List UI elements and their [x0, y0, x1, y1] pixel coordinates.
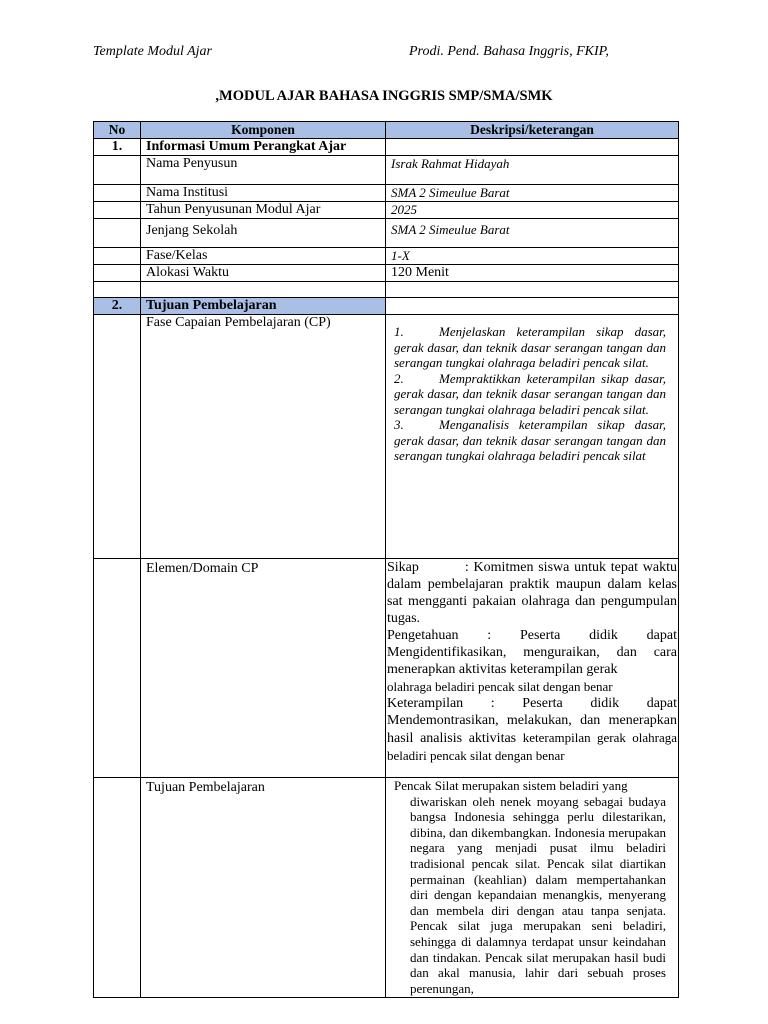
- tujuan-first-line: Pencak Silat merupakan sistem beladiri yang: [394, 778, 628, 793]
- sikap-label: Sikap: [387, 560, 419, 575]
- cp-item: 2. Mempraktikkan keterampilan sikap dasar, gerak dasar, dan teknik dasar serangan tangan dan serangan tungkai olahraga beladiri pencak silat.: [394, 370, 666, 417]
- elemen-row: [94, 559, 679, 778]
- elemen-text: [386, 559, 679, 778]
- header-right: Prodi. Pend. Bahasa Inggris, FKIP,: [409, 44, 609, 59]
- tujuan-text: [386, 778, 679, 998]
- tujuan-label: Tujuan Pembelajaran: [141, 778, 386, 998]
- sikap-text: : Komitmen siswa untuk tepat waktu dalam pembelajaran praktik maupun dalam kelas sat mengganti pakaian olahraga dan pengumpulan tugas.: [387, 560, 677, 626]
- table-row: [94, 219, 679, 248]
- keterampilan-tail: keterampilan gerak olahraga beladiri pencak silat dengan benar: [387, 730, 678, 763]
- alokasi-value: 120 Menit: [386, 265, 679, 282]
- keterampilan-label: Keterampilan :: [387, 696, 495, 711]
- cp-row: [94, 315, 679, 559]
- keterampilan-text: Peserta didik dapat Mendemontrasikan, melakukan, dan menerapkan hasil analisis aktivitas: [387, 696, 678, 746]
- tujuan-row: [94, 778, 679, 998]
- nama-penyusun-label: Nama Penyusun: [141, 156, 386, 185]
- table-row: [94, 248, 679, 265]
- table-header-row: [94, 122, 679, 139]
- section-2-label: Tujuan Pembelajaran: [141, 298, 386, 315]
- section-1-row: [94, 139, 679, 156]
- table-row: [94, 185, 679, 202]
- col-deskripsi-header: Deskripsi/keterangan: [386, 122, 679, 139]
- tahun-label: Tahun Penyusunan Modul Ajar: [141, 202, 386, 219]
- table-row: [94, 156, 679, 185]
- header-left: Template Modul Ajar: [93, 44, 213, 59]
- section-2-no: 2.: [94, 298, 141, 315]
- section-1-label: Informasi Umum Perangkat Ajar: [141, 139, 386, 156]
- cp-label: Fase Capaian Pembelajaran (CP): [141, 315, 386, 559]
- section-1-no: 1.: [94, 139, 141, 156]
- nama-institusi-label: Nama Institusi: [141, 185, 386, 202]
- pengetahuan-tail: olahraga beladiri pencak silat dengan benar: [387, 679, 613, 694]
- jenjang-label: Jenjang Sekolah: [141, 219, 386, 248]
- elemen-label: Elemen/Domain CP: [141, 559, 386, 778]
- empty-row: [94, 282, 679, 298]
- cp-item: 1. Menjelaskan keterampilan sikap dasar, gerak dasar, dan teknik dasar serangan tangan dan serangan tungkai olahraga beladiri pencak silat.: [394, 324, 666, 370]
- fase-value: 1-X: [386, 248, 679, 265]
- document-title: ,MODUL AJAR BAHASA INGGRIS SMP/SMA/SMK: [215, 88, 553, 104]
- nama-penyusun-value: Israk Rahmat Hidayah: [386, 156, 679, 185]
- section-2-row: [94, 298, 679, 315]
- jenjang-value: SMA 2 Simeulue Barat: [386, 219, 679, 248]
- col-komponen-header: Komponen: [141, 122, 386, 139]
- module-table: [93, 121, 679, 998]
- tahun-value: 2025: [386, 202, 679, 219]
- pengetahuan-label: Pengetahuan :: [387, 628, 492, 643]
- table-row: [94, 265, 679, 282]
- nama-institusi-value: SMA 2 Simeulue Barat: [386, 185, 679, 202]
- tujuan-body: diwariskan oleh nenek moyang sebagai budaya bangsa Indonesia sehingga perlu dilestarikan, dibina, dan dikembangkan. Indonesia merupakan negara yang menjadi pusat ilmu beladiri tradisional pencak silat. Pencak silat diartikan permainan (keahlian) dalam mempertahankan diri dengan kepandaian menangkis, menyerang dan membela diri dengan atau tanpa senjata. Pencak silat juga merupakan seni beladiri, sehingga di dalamnya terdapat unsur keindahan dan tindakan. Pencak silat merupakan hasil budi dan akal manusia, lahir dari sebuah proses perenungan,: [410, 793, 666, 996]
- col-no-header: No: [94, 122, 141, 139]
- cp-item: 3. Menganalisis keterampilan sikap dasar, gerak dasar, dan teknik dasar serangan tangan dan serangan tungkai olahraga beladiri pencak silat: [394, 417, 666, 463]
- pengetahuan-text: Peserta didik dapat Mengidentifikasikan, menguraikan, dan cara menerapkan aktivitas keterampilan gerak: [387, 628, 678, 677]
- table-row: [94, 202, 679, 219]
- cp-list: [386, 315, 679, 559]
- fase-label: Fase/Kelas: [141, 248, 386, 265]
- alokasi-label: Alokasi Waktu: [141, 265, 386, 282]
